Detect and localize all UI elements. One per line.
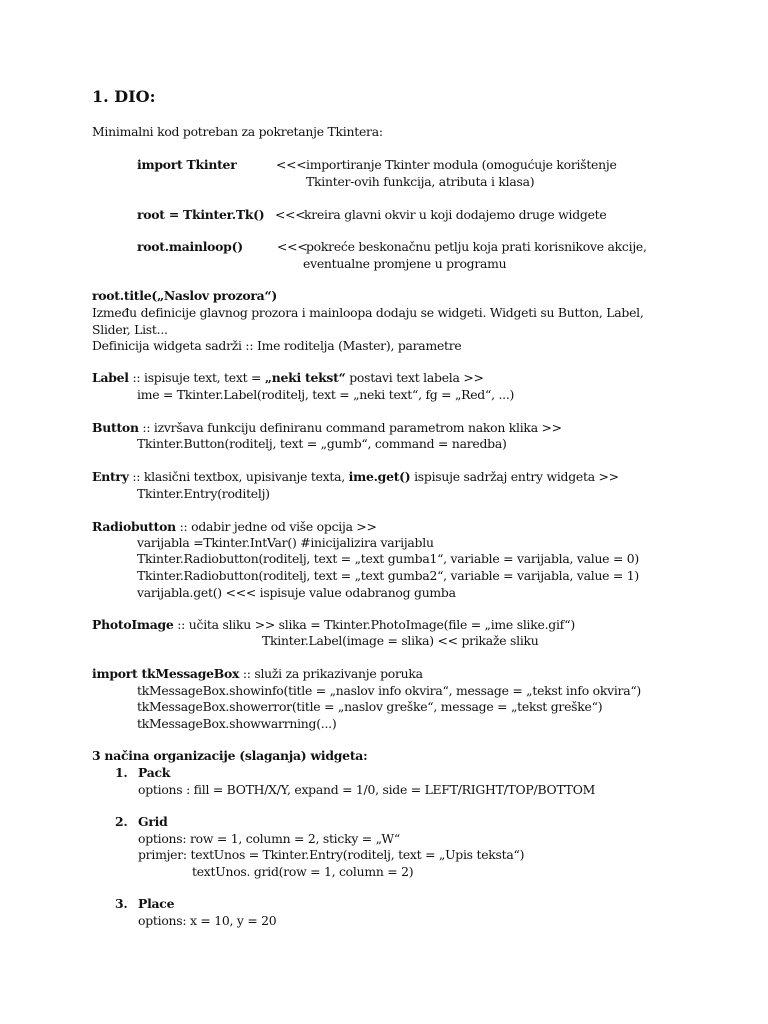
label-desc-a: :: ispisuje text, text = [128,370,265,385]
import-tkinter-arrow: <<< [276,157,307,172]
label-name: Label [92,370,129,385]
radiobutton-name: Radiobutton [92,519,176,534]
mainloop-desc: pokreće beskonačnu petlju koja prati korisnikove akcije, [306,239,647,254]
import-tkinter-desc: importiranje Tkinter modula (omogućuje korištenje [306,157,617,172]
mainloop-desc-cont: eventualne promjene u programu [303,256,507,271]
entry-desc-b: ispisuje sadržaj entry widgeta >> [410,469,619,484]
button-line [92,419,562,436]
root-tk-desc: kreira glavni okvir u koji dodajemo druge widgete [304,207,607,222]
import-tkinter-code: import Tkinter [137,157,237,172]
entry-desc-a: :: klasični textbox, upisivanje texta, [128,469,349,484]
intro-text: Minimalni kod potreban za pokretanje Tkintera: [92,124,383,139]
definition-text: Definicija widgeta sadrži :: Ime roditelja (Master), parametre [92,338,462,353]
pack-options: options : fill = BOTH/X/Y, expand = 1/0, side = LEFT/RIGHT/TOP/BOTTOM [138,782,596,797]
button-code: Tkinter.Button(roditelj, text = „gumb“, command = naredba) [137,436,507,451]
place-title: Place [138,896,175,911]
button-desc: :: izvršava funkciju definiranu command parametrom nakon klika >> [138,420,562,435]
mainloop-arrow: <<< [277,239,308,254]
label-quote: „neki tekst“ [264,370,346,385]
messagebox-name: import tkMessageBox [92,666,240,681]
radiobutton-code-3: Tkinter.Radiobutton(roditelj, text = „text gumba2“, variable = varijabla, value = 1) [137,568,639,583]
radiobutton-code-1: varijabla =Tkinter.IntVar() #inicijalizira varijablu [137,535,434,550]
photoimage-code: Tkinter.Label(image = slika) << prikaže sliku [262,633,539,648]
messagebox-line [92,665,423,682]
button-name: Button [92,420,139,435]
root-tk-code: root = Tkinter.Tk() [137,207,265,222]
pack-title: Pack [138,765,171,780]
radiobutton-code-4: varijabla.get() <<< ispisuje value odabranog gumba [137,585,456,600]
place-options: options: x = 10, y = 20 [138,913,277,928]
radiobutton-line [92,518,377,535]
label-desc-b: postavi text labela >> [345,370,484,385]
organization-title: 3 načina organizacije (slaganja) widgeta: [92,748,368,763]
root-tk-arrow: <<< [275,207,306,222]
import-tkinter-desc-cont: Tkinter-ovih funkcija, atributa i klasa) [306,174,535,189]
label-line [92,369,484,386]
entry-code: Tkinter.Entry(roditelj) [137,486,270,501]
entry-get: ime.get() [348,469,411,484]
photoimage-desc: :: učita sliku >> slika = Tkinter.PhotoImage(file = „ime slike.gif“) [173,617,575,632]
photoimage-line [92,616,575,633]
root-title-code: root.title(„Naslov prozora“) [92,288,277,303]
pack-number: 1. [115,765,128,780]
mainloop-code: root.mainloop() [137,239,243,254]
between-text-cont: Slider, List... [92,322,168,337]
messagebox-desc: :: služi za prikazivanje poruka [239,666,423,681]
grid-example-cont: textUnos. grid(row = 1, column = 2) [192,864,414,879]
grid-options: options: row = 1, column = 2, sticky = „W“ [138,831,400,846]
entry-name: Entry [92,469,129,484]
messagebox-code-1: tkMessageBox.showinfo(title = „naslov info okvira“, message = „tekst info okvira“) [137,683,642,698]
radiobutton-desc: :: odabir jedne od više opcija >> [175,519,377,534]
radiobutton-code-2: Tkinter.Radiobutton(roditelj, text = „text gumba1“, variable = varijabla, value = 0) [137,551,639,566]
photoimage-name: PhotoImage [92,617,174,632]
messagebox-code-3: tkMessageBox.showwarrning(...) [137,716,337,731]
between-text: Između definicije glavnog prozora i mainloopa dodaju se widgeti. Widgeti su Button, Label, [92,305,644,320]
label-code: ime = Tkinter.Label(roditelj, text = „neki text“, fg = „Red“, ...) [137,387,515,402]
place-number: 3. [115,896,128,911]
grid-title: Grid [138,814,168,829]
grid-example: primjer: textUnos = Tkinter.Entry(roditelj, text = „Upis teksta“) [138,847,525,862]
entry-line [92,468,619,485]
grid-number: 2. [115,814,128,829]
section-heading: 1. DIO: [92,87,156,106]
messagebox-code-2: tkMessageBox.showerror(title = „naslov greške“, message = „tekst greške“) [137,699,603,714]
